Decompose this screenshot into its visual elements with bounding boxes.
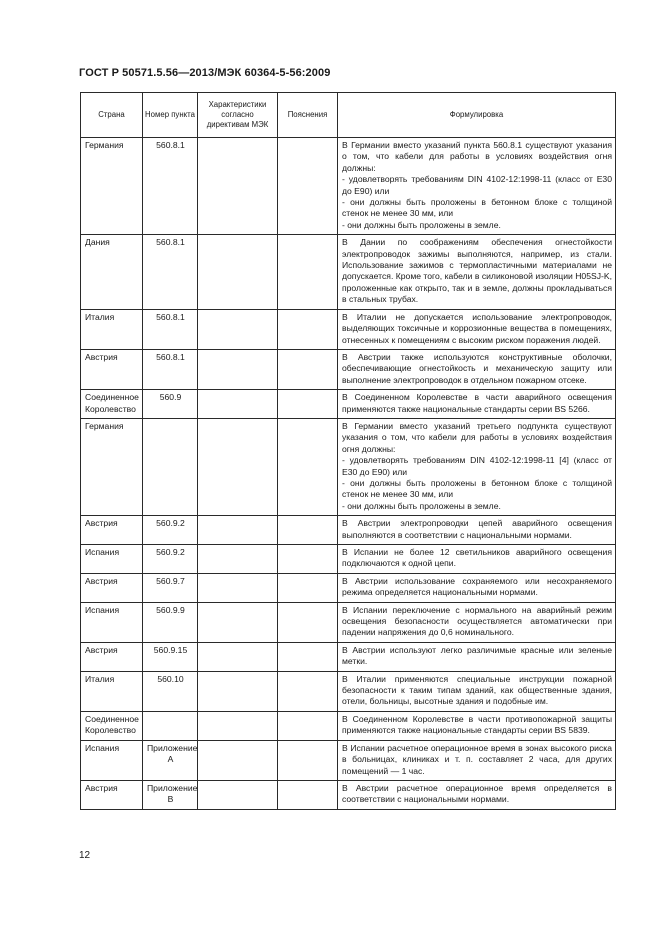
table-row bbox=[81, 602, 616, 642]
cell-notes bbox=[278, 138, 338, 235]
cell-clause bbox=[143, 418, 198, 515]
column-header-country: Страна bbox=[81, 93, 143, 138]
cell-notes bbox=[278, 780, 338, 809]
cell-clause: 560.9.9 bbox=[143, 602, 198, 642]
deviations-table bbox=[80, 92, 616, 810]
cell-clause: 560.8.1 bbox=[143, 349, 198, 389]
table-row bbox=[81, 573, 616, 602]
cell-characteristics bbox=[198, 711, 278, 740]
cell-characteristics bbox=[198, 740, 278, 780]
cell-country: Австрия bbox=[81, 780, 143, 809]
table-row bbox=[81, 711, 616, 740]
cell-clause: 560.9.2 bbox=[143, 545, 198, 574]
cell-country: Дания bbox=[81, 235, 143, 309]
cell-wording: В Испании переключение с нормального на аварийный режим освещения безопасности осуществляется автоматически при падении напряжения до 0,6 номинального. bbox=[338, 602, 616, 642]
table-row bbox=[81, 740, 616, 780]
cell-characteristics bbox=[198, 573, 278, 602]
cell-wording: В Австрии использование сохраняемого или несохраняемого режима определяется национальными нормами. bbox=[338, 573, 616, 602]
cell-country: Австрия bbox=[81, 349, 143, 389]
cell-wording: В Австрии электропроводки цепей аварийного освещения выполняются в соответствии с национальными нормами. bbox=[338, 516, 616, 545]
cell-country: Германия bbox=[81, 138, 143, 235]
table-row bbox=[81, 309, 616, 349]
table-row bbox=[81, 138, 616, 235]
cell-clause bbox=[143, 711, 198, 740]
cell-wording: В Испании не более 12 светильников аварийного освещения подключаются к одной цепи. bbox=[338, 545, 616, 574]
cell-country: Австрия bbox=[81, 516, 143, 545]
cell-characteristics bbox=[198, 602, 278, 642]
cell-characteristics bbox=[198, 418, 278, 515]
cell-characteristics bbox=[198, 516, 278, 545]
table-row bbox=[81, 390, 616, 419]
cell-country: Италия bbox=[81, 309, 143, 349]
table-body bbox=[81, 138, 616, 810]
column-header-clause: Номер пункта bbox=[143, 93, 198, 138]
cell-country: Италия bbox=[81, 671, 143, 711]
cell-notes bbox=[278, 602, 338, 642]
table-header-row bbox=[81, 93, 616, 138]
cell-notes bbox=[278, 516, 338, 545]
table-row bbox=[81, 235, 616, 309]
cell-country: Соединенное Королевство bbox=[81, 711, 143, 740]
cell-characteristics bbox=[198, 138, 278, 235]
cell-notes bbox=[278, 235, 338, 309]
cell-wording: В Австрии расчетное операционное время определяется в соответствии с национальными нормами. bbox=[338, 780, 616, 809]
cell-notes bbox=[278, 740, 338, 780]
cell-notes bbox=[278, 545, 338, 574]
cell-wording: В Соединенном Королевстве в части противопожарной защиты применяются также национальные стандарты серии BS 5839. bbox=[338, 711, 616, 740]
cell-notes bbox=[278, 573, 338, 602]
cell-wording: В Италии не допускается использование электропроводок, выделяющих токсичные и коррозионные вещества в помещениях, отнесенных к помещениям с высоким риском поражения людей. bbox=[338, 309, 616, 349]
cell-wording: В Германии вместо указаний третьего подпункта существуют указания о том, что кабели для работы в условиях воздействия огня должны: - удовлетворять требованиям DIN 4102-12:1998-11 [4] (класс от Е30 до Е90) или - они должны быть проложены в бетонном блоке с толщиной стенок не менее 30 мм, или - они должны быть проложены в земле. bbox=[338, 418, 616, 515]
cell-notes bbox=[278, 309, 338, 349]
cell-clause: 560.8.1 bbox=[143, 138, 198, 235]
table-row bbox=[81, 780, 616, 809]
cell-country: Австрия bbox=[81, 573, 143, 602]
table-row bbox=[81, 545, 616, 574]
cell-wording: В Испании расчетное операционное время в зонах высокого риска в больницах, клиниках и т. п. составляет 2 часа, для других помещений — 1 час. bbox=[338, 740, 616, 780]
cell-notes bbox=[278, 390, 338, 419]
cell-country: Испания bbox=[81, 602, 143, 642]
cell-characteristics bbox=[198, 671, 278, 711]
cell-notes bbox=[278, 671, 338, 711]
cell-clause: 560.8.1 bbox=[143, 309, 198, 349]
cell-characteristics bbox=[198, 780, 278, 809]
cell-wording: В Дании по соображениям обеспечения огнестойкости электропроводок зажимы выполняются, например, из стали. Использование зажимов с термопластичными материалами не допускается. Кроме того, кабели в силиконовой изоляции H05SJ-K, проложенные как открыто, так и в земле, должны прокладываться в стальных трубах. bbox=[338, 235, 616, 309]
cell-notes bbox=[278, 349, 338, 389]
cell-clause: 560.10 bbox=[143, 671, 198, 711]
cell-characteristics bbox=[198, 545, 278, 574]
cell-country: Германия bbox=[81, 418, 143, 515]
cell-characteristics bbox=[198, 309, 278, 349]
cell-notes bbox=[278, 418, 338, 515]
cell-wording: В Соединенном Королевстве в части аварийного освещения применяются также национальные стандарты серии BS 5266. bbox=[338, 390, 616, 419]
cell-wording: В Германии вместо указаний пункта 560.8.1 существуют указания о том, что кабели для работы в условиях воздействия огня должны: - удовлетворять требованиям DIN 4102-12:1998-11 (класс от Е30 до Е90) или - они должны быть проложены в бетонном блоке с толщиной стенок не менее 30 мм, или - они должны быть проложены в земле. bbox=[338, 138, 616, 235]
cell-notes bbox=[278, 711, 338, 740]
column-header-notes: Пояснения bbox=[278, 93, 338, 138]
cell-country: Соединенное Королевство bbox=[81, 390, 143, 419]
cell-clause: 560.9 bbox=[143, 390, 198, 419]
table-row bbox=[81, 418, 616, 515]
document-header: ГОСТ Р 50571.5.56—2013/МЭК 60364-5-56:2009 bbox=[79, 67, 331, 79]
table-row bbox=[81, 516, 616, 545]
cell-country: Австрия bbox=[81, 642, 143, 671]
cell-country: Испания bbox=[81, 545, 143, 574]
cell-clause: Приложение В bbox=[143, 780, 198, 809]
cell-characteristics bbox=[198, 390, 278, 419]
cell-country: Испания bbox=[81, 740, 143, 780]
cell-characteristics bbox=[198, 235, 278, 309]
cell-clause: 560.8.1 bbox=[143, 235, 198, 309]
cell-clause: 560.9.7 bbox=[143, 573, 198, 602]
column-header-characteristics: Характеристики согласно директивам МЭК bbox=[198, 93, 278, 138]
cell-characteristics bbox=[198, 349, 278, 389]
table-row bbox=[81, 642, 616, 671]
cell-wording: В Австрии также используются конструктивные оболочки, обеспечивающие огнестойкость и механическую защиту или выполнение электропроводок в отдельном пожарном отсеке. bbox=[338, 349, 616, 389]
cell-notes bbox=[278, 642, 338, 671]
page-number: 12 bbox=[79, 850, 91, 861]
cell-clause: 560.9.2 bbox=[143, 516, 198, 545]
cell-wording: В Италии применяются специальные инструкции пожарной безопасности к таким типам зданий, как общественные здания, отели, больницы, высотные здания и подобные им. bbox=[338, 671, 616, 711]
table-row bbox=[81, 349, 616, 389]
column-header-wording: Формулировка bbox=[338, 93, 616, 138]
table-row bbox=[81, 671, 616, 711]
cell-clause: 560.9.15 bbox=[143, 642, 198, 671]
cell-clause: Приложение А bbox=[143, 740, 198, 780]
cell-characteristics bbox=[198, 642, 278, 671]
cell-wording: В Австрии используют легко различимые красные или зеленые метки. bbox=[338, 642, 616, 671]
